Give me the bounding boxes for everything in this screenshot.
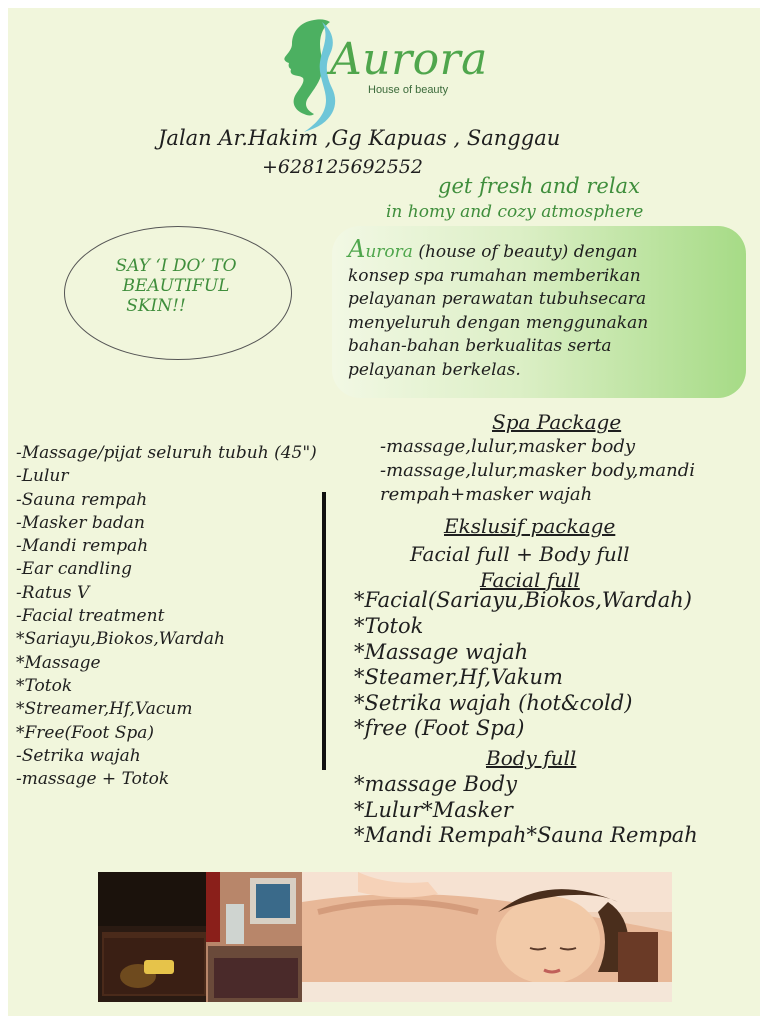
facial-full-item: *Totok — [354, 614, 424, 638]
services-list — [16, 442, 317, 791]
body-full-heading: Body full — [486, 746, 577, 770]
service-item: *Streamer,Hf,Vacum — [16, 699, 193, 720]
tagline-fresh: get fresh and relax — [438, 174, 640, 198]
address: Jalan Ar.Hakim ,Gg Kapuas , Sanggau — [158, 126, 561, 150]
facial-full-heading: Facial full — [480, 568, 580, 592]
facial-full-item: *Facial(Sariayu,Biokos,Wardah) — [354, 588, 692, 612]
description — [348, 235, 740, 382]
body-full-item: *massage Body — [354, 772, 517, 796]
description-line: konsep spa rumahan memberikan — [348, 265, 641, 286]
phone-number: +628125692552 — [262, 156, 423, 178]
slogan — [86, 256, 266, 316]
description-line1-rest: (house of beauty) dengan — [412, 242, 638, 262]
service-item: -Ratus V — [16, 582, 90, 603]
service-item: -Ear candling — [16, 559, 133, 580]
service-item: -Masker badan — [16, 512, 145, 533]
description-cap: A — [348, 235, 366, 263]
service-item: *Free(Foot Spa) — [16, 722, 155, 743]
facial-full-item: *Steamer,Hf,Vakum — [354, 665, 563, 689]
service-item: -Lulur — [16, 466, 69, 487]
service-item: *Totok — [16, 675, 73, 696]
service-item: -Sauna rempah — [16, 489, 148, 510]
service-item: -Massage/pijat seluruh tubuh (45") — [16, 443, 317, 463]
tagline-atmosphere: in homy and cozy atmosphere — [386, 202, 644, 222]
spa-package-item: rempah+masker wajah — [380, 484, 593, 505]
back-massage-photo — [302, 872, 672, 1002]
slogan-line: BEAUTIFUL — [122, 276, 230, 296]
facial-full-item: *Setrika wajah (hot&cold) — [354, 691, 633, 715]
facial-full-item: *Massage wajah — [354, 640, 529, 664]
service-item: *Sariayu,Biokos,Wardah — [16, 629, 225, 650]
flyer-page — [8, 8, 760, 1016]
body-full-item: *Mandi Rempah*Sauna Rempah — [354, 823, 698, 847]
slogan-line: SKIN!! — [126, 296, 186, 316]
spa-photos-strip — [98, 872, 672, 1002]
service-item: *Massage — [16, 652, 101, 673]
spa-package-item: -massage,lulur,masker body — [380, 436, 636, 457]
description-line: bahan-bahan berkualitas serta — [348, 336, 612, 356]
spa-package-item: -massage,lulur,masker body,mandi — [380, 460, 696, 481]
slogan-line: SAY ‘I DO’ TO — [115, 256, 237, 276]
service-item: -Mandi rempah — [16, 536, 149, 557]
exclusive-package-subtitle: Facial full + Body full — [410, 542, 630, 566]
body-full-item: *Lulur*Masker — [354, 798, 513, 822]
description-line: pelayanan perawatan tubuhsecara — [348, 289, 647, 309]
description-line: menyeluruh dengan menggunakan — [348, 312, 649, 333]
brand-name: Aurora — [330, 34, 488, 85]
brand-tagline: House of beauty — [368, 84, 449, 96]
description-line: pelayanan berkelas. — [348, 359, 521, 380]
spa-bedroom-photo — [206, 872, 302, 1002]
service-item: -Setrika wajah — [16, 745, 141, 766]
description-brand: urora — [365, 242, 413, 262]
description-line — [348, 235, 740, 265]
exclusive-package-heading: Ekslusif package — [444, 514, 616, 538]
service-item: -massage + Totok — [16, 769, 170, 790]
vertical-divider — [322, 492, 326, 770]
treatment-room-photo — [98, 872, 206, 1002]
service-item: -Facial treatment — [16, 606, 165, 627]
spa-package-heading: Spa Package — [492, 410, 622, 434]
facial-full-item: *free (Foot Spa) — [354, 716, 525, 740]
